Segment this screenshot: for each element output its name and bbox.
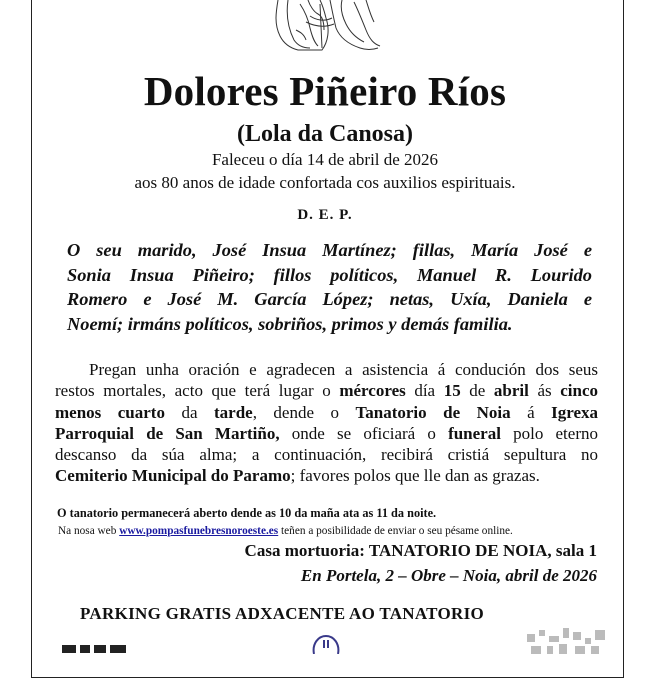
- company-logo: [62, 643, 126, 653]
- parking-notice: PARKING GRATIS ADXACENTE AO TANATORIO: [80, 604, 485, 623]
- deceased-name: Dolores Piñeiro Ríos: [143, 68, 507, 114]
- deceased-alias: (Lola da Canosa): [236, 121, 414, 147]
- ceremony-line: restos mortales, acto que terá lugar o mércores día 15 de abril ás cinco: [55, 381, 598, 401]
- family-line: Sonia Insua Piñeiro; fillos políticos, Manuel R. Lourido: [67, 264, 592, 285]
- place-date-line: En Portela, 2 – Obre – Noia, abril de 2026: [300, 566, 597, 585]
- age-line: aos 80 anos de idade confortada cos auxilios espirituais.: [134, 173, 516, 192]
- website-link[interactable]: www.pompasfunebresnoroeste.es: [119, 525, 279, 537]
- qr-code-icon: [527, 628, 609, 654]
- ceremony-line: Cemiterio Municipal do Paramo; favores polos que lle dan as grazas.: [55, 466, 540, 486]
- funeral-home-line: Casa mortuoria: TANATORIO DE NOIA, sala 1: [244, 541, 597, 560]
- death-date-line: Faleceu o día 14 de abril de 2026: [211, 150, 439, 169]
- religious-figure-icon: [270, 0, 386, 52]
- ceremony-line: menos cuarto da tarde, dende o Tanatorio de Noia á Igrexa: [55, 402, 599, 422]
- ceremony-line: Parroquial de San Martiño, onde se oficiará o funeral polo eterno: [55, 423, 598, 443]
- ceremony-text: [55, 359, 598, 487]
- ceremony-line: Pregan unha oración e agradecen a asistencia á condución dos seus: [89, 360, 598, 379]
- dep-heading: D. E. P.: [297, 207, 353, 223]
- family-line: Noemí; irmáns políticos, sobriños, primos y demás familia.: [67, 313, 513, 334]
- ceremony-line: descanso da súa alma; a continuación, recibirá cristiá sepultura no: [55, 445, 598, 465]
- emblem-icon: [306, 632, 346, 654]
- family-list: [67, 238, 592, 336]
- web-notice: Na nosa web www.pompasfunebresnoroeste.es teñen a posibilidade de enviar o seu pésame online.: [58, 525, 513, 537]
- family-line: Romero e José M. García López; netas, Uxía, Daniela e: [67, 289, 592, 309]
- family-line: O seu marido, José Insua Martínez; fillas, María José e: [67, 240, 592, 260]
- opening-hours-note: O tanatorio permanecerá aberto dende as 10 da maña ata as 11 da noite.: [57, 506, 437, 520]
